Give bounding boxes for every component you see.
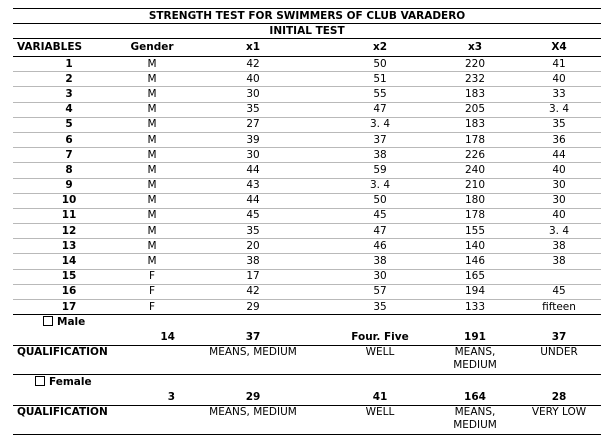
- x1-value: 42: [179, 57, 327, 72]
- table-row: [13, 163, 601, 178]
- gender: M: [125, 102, 179, 117]
- x4-value: 41: [517, 57, 601, 72]
- x3-value: 155: [433, 224, 517, 239]
- female-x1-mean: 29: [179, 390, 327, 406]
- x2-value: 50: [327, 193, 433, 208]
- header-x3: x3: [433, 39, 517, 57]
- x3-value: 194: [433, 284, 517, 299]
- x2-value: 37: [327, 132, 433, 147]
- x3-value: 180: [433, 193, 517, 208]
- x4-value: 38: [517, 239, 601, 254]
- x1-value: 29: [179, 300, 327, 315]
- table-subtitle: INITIAL TEST: [13, 24, 601, 39]
- female-x4-mean: 28: [517, 390, 601, 406]
- x4-value: 33: [517, 87, 601, 102]
- gender: M: [125, 239, 179, 254]
- variable-number: 14: [13, 254, 125, 269]
- female-qualification-row: [13, 406, 601, 435]
- table-row: [13, 284, 601, 299]
- male-totals-row: [13, 330, 601, 346]
- variable-number: 8: [13, 163, 125, 178]
- female-qualification-spacer: [125, 406, 179, 435]
- x2-value: 3. 4: [327, 117, 433, 132]
- table-row: [13, 224, 601, 239]
- x3-value: 210: [433, 178, 517, 193]
- female-label-text: Female: [49, 376, 92, 389]
- male-x1-mean: 37: [179, 330, 327, 346]
- table-row: [13, 87, 601, 102]
- x3-value: 178: [433, 208, 517, 223]
- male-qualification-x1: MEANS, MEDIUM: [179, 346, 327, 375]
- x2-value: 47: [327, 102, 433, 117]
- x2-value: 55: [327, 87, 433, 102]
- gender: M: [125, 87, 179, 102]
- female-qualification-x1: MEANS, MEDIUM: [179, 406, 327, 435]
- x1-value: 44: [179, 193, 327, 208]
- header-x1: x1: [179, 39, 327, 57]
- x3-value: 165: [433, 269, 517, 284]
- x3-value: 220: [433, 57, 517, 72]
- male-qualification-x3: MEANS, MEDIUM: [433, 346, 517, 375]
- male-x4-mean: 37: [517, 330, 601, 346]
- female-qualification-x4: VERY LOW: [517, 406, 601, 435]
- male-qualification-label: QUALIFICATION: [13, 346, 125, 375]
- x4-value: 40: [517, 208, 601, 223]
- header-gender: Gender: [125, 39, 179, 57]
- variable-number: 12: [13, 224, 125, 239]
- table-row: [13, 178, 601, 193]
- table-row: [13, 117, 601, 132]
- variable-number: 11: [13, 208, 125, 223]
- title-row: [13, 9, 601, 24]
- checkbox-square-icon: [35, 376, 45, 386]
- gender: M: [125, 208, 179, 223]
- x4-value: 40: [517, 72, 601, 87]
- variable-number: 2: [13, 72, 125, 87]
- male-qualification-row: [13, 346, 601, 375]
- gender: M: [125, 57, 179, 72]
- x4-value: 36: [517, 132, 601, 147]
- x2-value: 59: [327, 163, 433, 178]
- x3-value: 183: [433, 117, 517, 132]
- strength-test-document: [13, 8, 601, 435]
- male-qualification-spacer: [125, 346, 179, 375]
- x2-value: 35: [327, 300, 433, 315]
- x4-value: 40: [517, 163, 601, 178]
- variable-number: 6: [13, 132, 125, 147]
- x2-value: 50: [327, 57, 433, 72]
- male-qualification-x4: UNDER: [517, 346, 601, 375]
- x4-value: [517, 269, 601, 284]
- x2-value: 38: [327, 148, 433, 163]
- male-totals-spacer: [13, 330, 125, 346]
- table-row: [13, 57, 601, 72]
- table-row: [13, 239, 601, 254]
- x2-value: 38: [327, 254, 433, 269]
- x3-value: 226: [433, 148, 517, 163]
- male-group-label-row: [13, 315, 601, 331]
- x3-value: 146: [433, 254, 517, 269]
- variable-number: 9: [13, 178, 125, 193]
- variable-number: 1: [13, 57, 125, 72]
- gender: M: [125, 163, 179, 178]
- variable-number: 17: [13, 300, 125, 315]
- gender: M: [125, 254, 179, 269]
- checkbox-square-icon: [43, 316, 53, 326]
- x1-value: 27: [179, 117, 327, 132]
- x4-value: 35: [517, 117, 601, 132]
- strength-test-table: [13, 8, 601, 435]
- table-row: [13, 300, 601, 315]
- male-group-label: [13, 315, 601, 331]
- x4-value: fifteen: [517, 300, 601, 315]
- x3-value: 178: [433, 132, 517, 147]
- x3-value: 240: [433, 163, 517, 178]
- x1-value: 39: [179, 132, 327, 147]
- column-header-row: [13, 39, 601, 57]
- x3-value: 133: [433, 300, 517, 315]
- female-x3-mean: 164: [433, 390, 517, 406]
- x4-value: 3. 4: [517, 102, 601, 117]
- table-row: [13, 193, 601, 208]
- table-title: STRENGTH TEST FOR SWIMMERS OF CLUB VARADERO: [13, 9, 601, 24]
- x4-value: 3. 4: [517, 224, 601, 239]
- gender: M: [125, 117, 179, 132]
- variable-number: 15: [13, 269, 125, 284]
- table-row: [13, 208, 601, 223]
- x1-value: 35: [179, 102, 327, 117]
- x1-value: 30: [179, 87, 327, 102]
- x1-value: 43: [179, 178, 327, 193]
- x4-value: 30: [517, 178, 601, 193]
- male-label-text: Male: [57, 316, 86, 329]
- gender: M: [125, 148, 179, 163]
- variable-number: 5: [13, 117, 125, 132]
- gender: M: [125, 224, 179, 239]
- x3-value: 140: [433, 239, 517, 254]
- x2-value: 30: [327, 269, 433, 284]
- variable-number: 13: [13, 239, 125, 254]
- male-x2-mean: Four. Five: [327, 330, 433, 346]
- gender: F: [125, 300, 179, 315]
- table-row: [13, 254, 601, 269]
- x1-value: 44: [179, 163, 327, 178]
- x2-value: 47: [327, 224, 433, 239]
- gender: M: [125, 193, 179, 208]
- x1-value: 38: [179, 254, 327, 269]
- x2-value: 46: [327, 239, 433, 254]
- variable-number: 4: [13, 102, 125, 117]
- header-x4: X4: [517, 39, 601, 57]
- variable-number: 16: [13, 284, 125, 299]
- female-qualification-label: QUALIFICATION: [13, 406, 125, 435]
- gender: M: [125, 178, 179, 193]
- female-group-label-row: [13, 375, 601, 391]
- subtitle-row: [13, 24, 601, 39]
- female-totals-row: [13, 390, 601, 406]
- x1-value: 40: [179, 72, 327, 87]
- x4-value: 44: [517, 148, 601, 163]
- gender: M: [125, 72, 179, 87]
- x1-value: 35: [179, 224, 327, 239]
- female-x2-mean: 41: [327, 390, 433, 406]
- x1-value: 20: [179, 239, 327, 254]
- x3-value: 232: [433, 72, 517, 87]
- variable-number: 7: [13, 148, 125, 163]
- gender: M: [125, 132, 179, 147]
- x2-value: 45: [327, 208, 433, 223]
- x4-value: 38: [517, 254, 601, 269]
- female-qualification-x2: WELL: [327, 406, 433, 435]
- female-group-label: [13, 375, 601, 391]
- variable-number: 10: [13, 193, 125, 208]
- female-count: 3: [125, 390, 179, 406]
- x2-value: 57: [327, 284, 433, 299]
- header-variables: VARIABLES: [13, 39, 125, 57]
- x1-value: 42: [179, 284, 327, 299]
- variable-number: 3: [13, 87, 125, 102]
- table-row: [13, 132, 601, 147]
- female-qualification-x3: MEANS, MEDIUM: [433, 406, 517, 435]
- gender: F: [125, 284, 179, 299]
- x3-value: 205: [433, 102, 517, 117]
- x2-value: 51: [327, 72, 433, 87]
- x1-value: 30: [179, 148, 327, 163]
- table-row: [13, 102, 601, 117]
- x4-value: 45: [517, 284, 601, 299]
- table-row: [13, 269, 601, 284]
- x3-value: 183: [433, 87, 517, 102]
- male-qualification-x2: WELL: [327, 346, 433, 375]
- x1-value: 45: [179, 208, 327, 223]
- male-x3-mean: 191: [433, 330, 517, 346]
- female-totals-spacer: [13, 390, 125, 406]
- gender: F: [125, 269, 179, 284]
- x4-value: 30: [517, 193, 601, 208]
- table-row: [13, 72, 601, 87]
- male-count: 14: [125, 330, 179, 346]
- header-x2: x2: [327, 39, 433, 57]
- x1-value: 17: [179, 269, 327, 284]
- table-row: [13, 148, 601, 163]
- x2-value: 3. 4: [327, 178, 433, 193]
